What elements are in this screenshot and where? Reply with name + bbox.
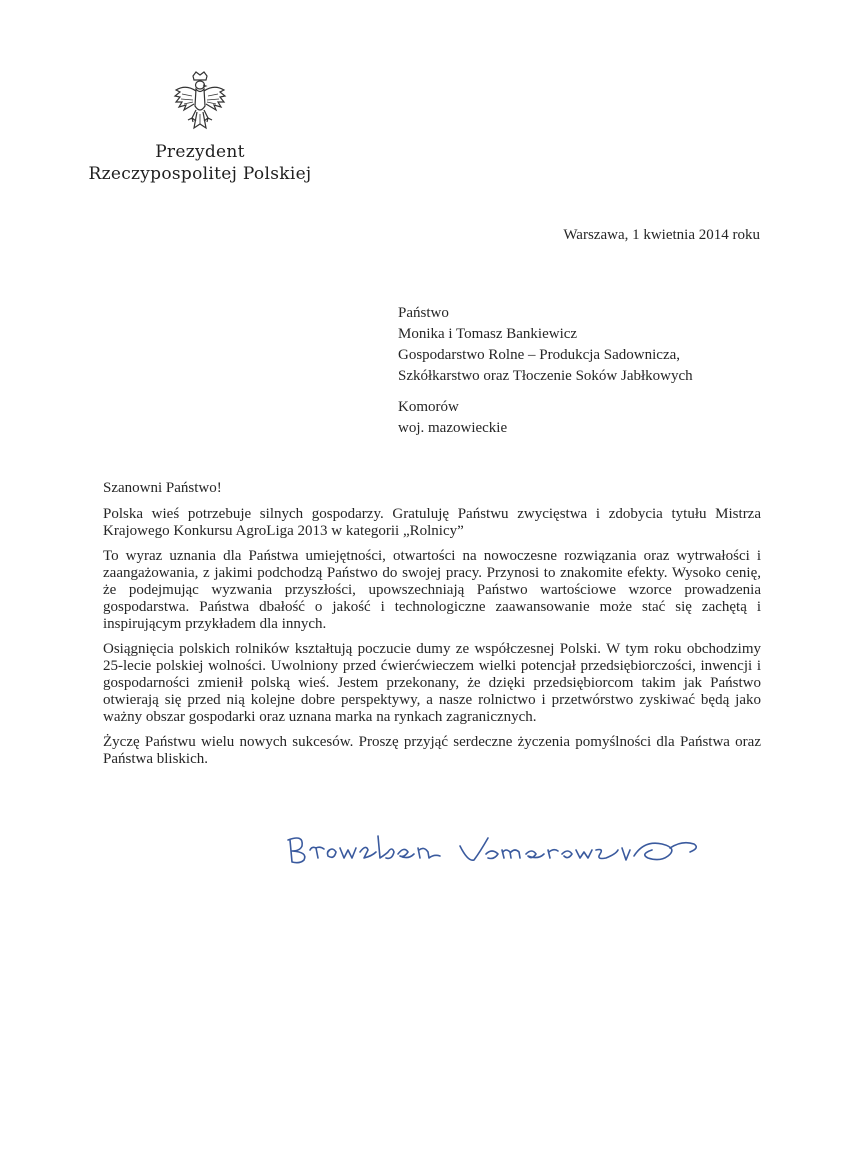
- handwritten-signature: [282, 818, 722, 878]
- polish-eagle-icon: [172, 70, 228, 132]
- recipient-line: Gospodarstwo Rolne – Produkcja Sadownicza,: [398, 347, 681, 363]
- letter-paragraph: Osiągnięcia polskich rolników kształtują poczucie dumy ze współczesnej Polski. W tym roku obchodzimy 25-lecie polskiej wolności. Uwolniony przed ćwierćwieczem wielki potencjał przedsiębiorczości, inwencji i gospodarności zmienił polską wieś. Jestem przekonany, że dzięki przedsiębiorcom takim jak Państwo otwierają się przed nią kolejne dobre perspektywy, a nasze rolnictwo i przetwórstwo zyskiwać będą jako ważny obszar gospodarki oraz uznana marka na rynkach zagranicznych.: [103, 641, 761, 725]
- recipient-block: [398, 303, 693, 439]
- salutation: Szanowni Państwo!: [103, 480, 222, 496]
- recipient-address-line: woj. mazowieckie: [398, 420, 508, 436]
- office-title-line1: Prezydent: [155, 142, 245, 162]
- letter-paragraph: Życzę Państwu wielu nowych sukcesów. Proszę przyjąć serdeczne życzenia pomyślności dla Państwa oraz Państwa bliskich.: [103, 734, 761, 767]
- recipient-line: Państwo: [398, 305, 449, 321]
- letter-date: Warszawa, 1 kwietnia 2014 roku: [563, 227, 760, 243]
- letter-paragraph: Polska wieś potrzebuje silnych gospodarzy. Gratuluję Państwu zwycięstwa i zdobycia tytułu Mistrza Krajowego Konkursu AgroLiga 2013 w kategorii „Rolnicy”: [103, 506, 761, 539]
- recipient-line: Monika i Tomasz Bankiewicz: [398, 326, 578, 342]
- office-title-line2: Rzeczypospolitej Polskiej: [88, 164, 312, 184]
- recipient-gap: [398, 387, 693, 397]
- letter-paragraph: To wyraz uznania dla Państwa umiejętności, otwartości na nowoczesne rozwiązania oraz wytrwałości i zaangażowania, z jakimi podchodzą Państwo do swojej pracy. Przynosi to znakomite efekty. Wysoko cenię, że podejmując wyzwania przyszłości, upowszechniają Państwo wartościowe wzorce prowadzenia gospodarstwa. Państwa dbałość o jakość i technologiczne zaawansowanie może stać się zachętą i inspirującym przykładem dla innych.: [103, 548, 761, 632]
- recipient-line: Szkółkarstwo oraz Tłoczenie Soków Jabłkowych: [398, 368, 693, 384]
- letter-body: [103, 480, 761, 776]
- letterhead: [80, 70, 320, 184]
- recipient-address-line: Komorów: [398, 399, 459, 415]
